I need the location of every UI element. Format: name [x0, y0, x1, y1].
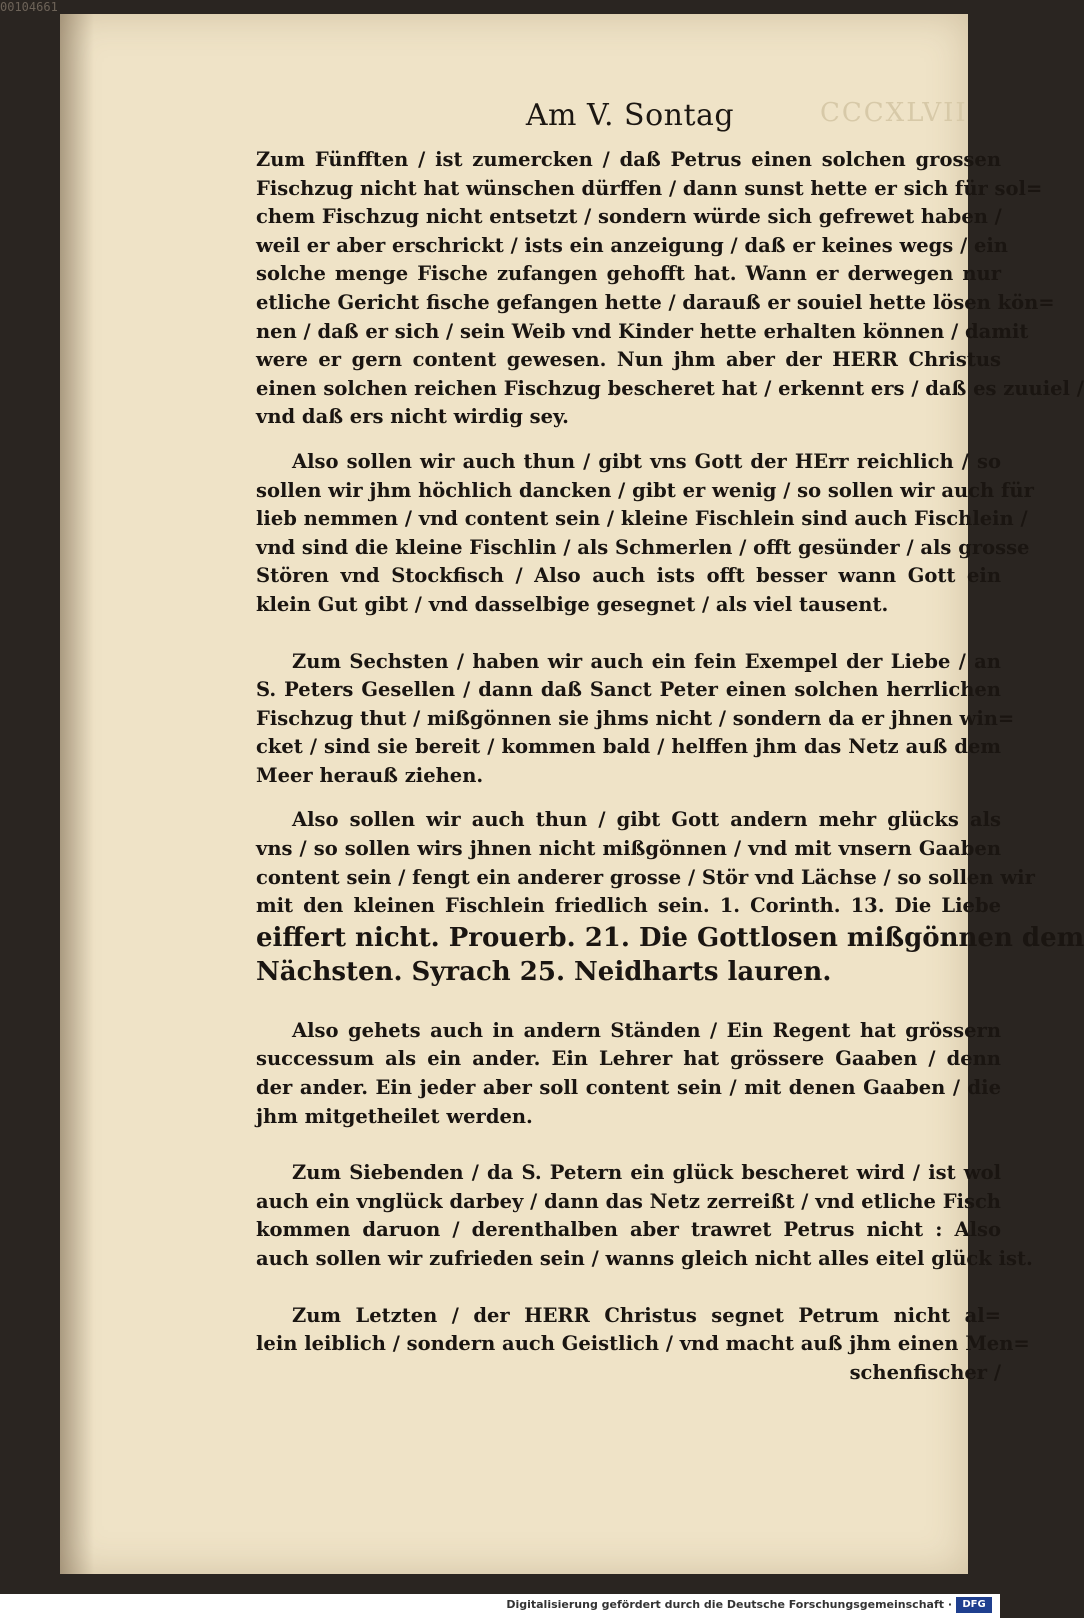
text-line: klein Gut gibt / vnd dasselbige gesegnet / als viel tausent. — [256, 592, 889, 616]
text-line: schenfischer / — [849, 1360, 1001, 1384]
text-line: jhm mitgetheilet werden. — [256, 1104, 533, 1128]
text-line: content sein / fengt ein anderer grosse / Stör vnd Lächse / so sollen wir — [256, 865, 1035, 889]
paragraph-gap — [256, 1131, 1001, 1159]
footer-bar — [0, 1594, 1000, 1618]
text-line: Fischzug nicht hat wünschen dürffen / dann sunst hette er sich für sol= — [256, 176, 1043, 200]
text-line: solche menge Fische zufangen gehofft hat. Wann er derwegen nur — [256, 262, 1001, 286]
paragraph-gap — [256, 989, 1001, 1017]
text-line: Also sollen wir auch thun / gibt Gott andern mehr glücks als — [292, 808, 1001, 832]
text-line: der ander. Ein jeder aber soll content sein / mit denen Gaaben / die — [256, 1076, 1001, 1100]
text-line: Meer herauß ziehen. — [256, 763, 484, 787]
paragraph-gap — [256, 790, 1001, 806]
text-line: S. Peters Gesellen / dann daß Sanct Peter einen solchen herrlichen — [256, 678, 1001, 702]
text-line: sollen wir jhm höchlich dancken / gibt er wenig / so sollen wir auch für — [256, 478, 1034, 502]
paragraph-gap — [256, 1274, 1001, 1302]
text-line-large: eiffert nicht. Prouerb. 21. Die Gottlosen mißgönnen dem — [256, 922, 1084, 953]
paragraph-gap — [256, 620, 1001, 648]
paragraph-gap — [256, 432, 1001, 448]
folio-number: CCCXLVII — [820, 98, 968, 128]
text-line: Zum Siebenden / da S. Petern ein glück bescheret wird / ist wol — [292, 1161, 1001, 1185]
text-line: Stören vnd Stockfisch / Also auch ists offt besser wann Gott ein — [256, 564, 1001, 588]
text-line: Zum Letzten / der HERR Christus segnet Petrum nicht al= — [292, 1303, 1001, 1327]
text-line: chem Fischzug nicht entsetzt / sondern würde sich gefrewet haben / — [256, 205, 1002, 229]
text-line: einen solchen reichen Fischzug bescheret hat / erkennt ers / daß es zuuiel / — [256, 376, 1084, 400]
text-line: mit den kleinen Fischlein friedlich sein. 1. Corinth. 13. Die Liebe — [256, 894, 1001, 918]
text-line-large: Nächsten. Syrach 25. Neidharts lauren. — [256, 956, 832, 987]
text-line: lieb nemmen / vnd content sein / kleine Fischlein sind auch Fischlein / — [256, 507, 1028, 531]
text-line: vnd daß ers nicht wirdig sey. — [256, 405, 569, 429]
dfg-logo: DFG — [956, 1597, 992, 1613]
text-line: lein leiblich / sondern auch Geistlich / vnd macht auß jhm einen Men= — [256, 1332, 1030, 1356]
text-line: auch ein vnglück darbey / dann das Netz zerreißt / vnd etliche Fisch — [256, 1189, 1001, 1213]
text-line: Also gehets auch in andern Ständen / Ein Regent hat grössern — [292, 1018, 1001, 1042]
footer-credit: Digitalisierung gefördert durch die Deutsche Forschungsgemeinschaft · — [506, 1598, 952, 1611]
text-line: auch sollen wir zufrieden sein / wanns gleich nicht alles eitel glück ist. — [256, 1247, 1033, 1270]
running-head: Am V. Sontag — [525, 98, 735, 133]
scan-id-label: 00104661 — [0, 0, 58, 14]
text-line: Fischzug thut / mißgönnen sie jhms nicht / sondern da er jhnen win= — [256, 706, 1015, 730]
page-body — [256, 146, 1084, 1387]
text-line: Zum Fünfften / ist zumercken / daß Petrus einen solchen grossen — [256, 148, 1001, 171]
text-line: kommen daruon / derenthalben aber trawret Petrus nicht : Also — [256, 1218, 1001, 1242]
text-line: were er gern content gewesen. Nun jhm aber der HERR Christus — [256, 348, 1001, 372]
book-page — [60, 14, 1084, 1574]
text-line: Also sollen wir auch thun / gibt vns Gott der HErr reichlich / so — [292, 449, 1001, 473]
text-line: nen / daß er sich / sein Weib vnd Kinder hette erhalten können / damit — [256, 319, 1029, 343]
text-line: Zum Sechsten / haben wir auch ein fein Exempel der Liebe / an — [292, 649, 1001, 673]
gutter-shadow — [60, 14, 94, 1574]
text-line: vns / so sollen wirs jhnen nicht mißgönnen / vnd mit vnsern Gaaben — [256, 837, 1001, 861]
text-line: weil er aber erschrickt / ists ein anzeigung / daß er keines wegs / ein — [256, 233, 1008, 257]
text-line: successum als ein ander. Ein Lehrer hat grössere Gaaben / denn — [256, 1047, 1001, 1071]
text-line: etliche Gericht fische gefangen hette / darauß er souiel hette lösen kön= — [256, 290, 1055, 314]
text-line: vnd sind die kleine Fischlin / als Schmerlen / offt gesünder / als grosse — [256, 535, 1030, 559]
text-line: cket / sind sie bereit / kommen bald / helffen jhm das Netz auß dem — [256, 735, 1001, 759]
